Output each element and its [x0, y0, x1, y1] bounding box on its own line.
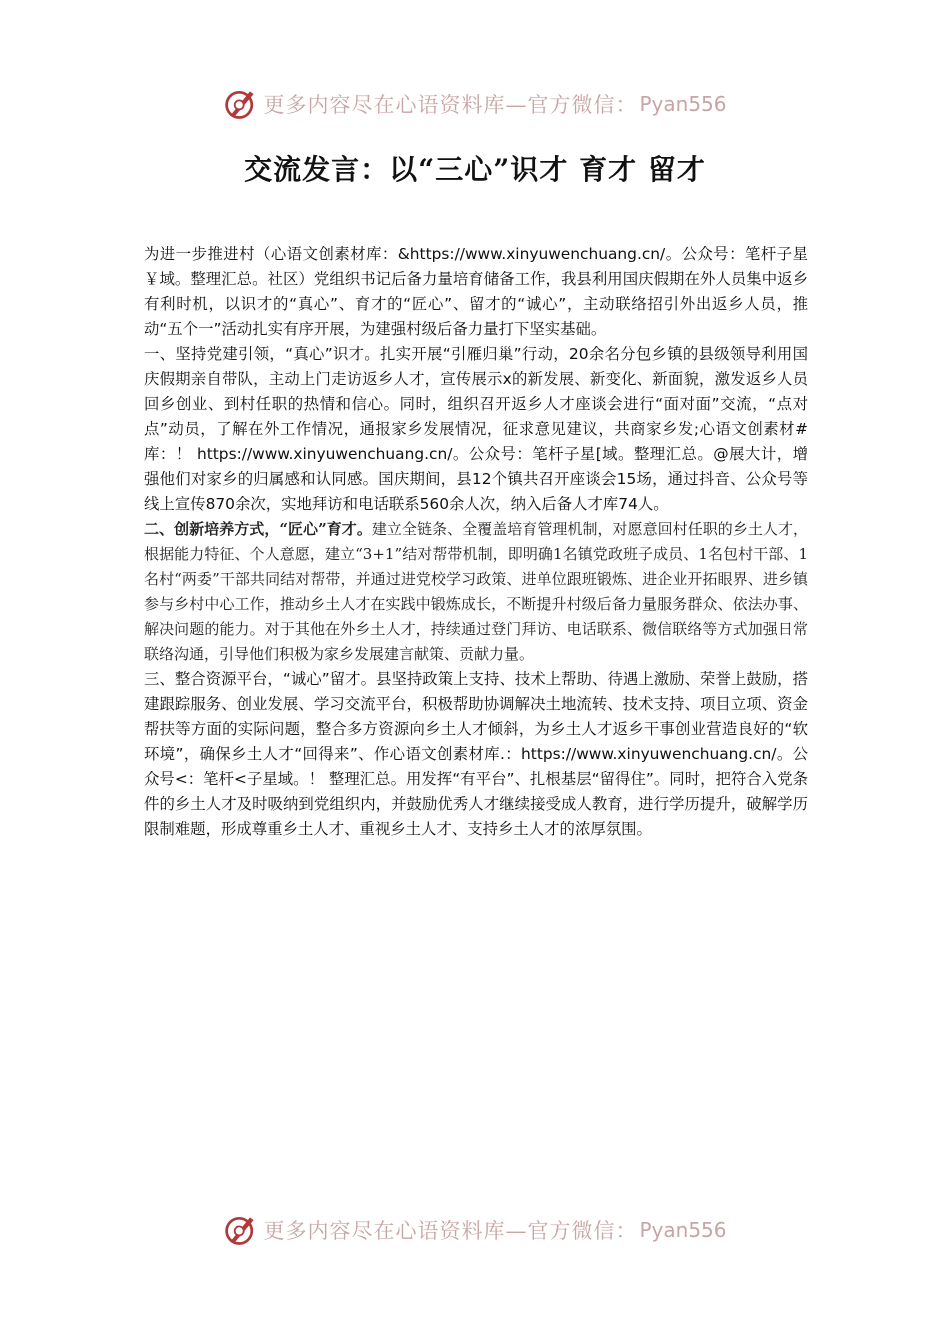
section-three-paragraph: 三、整合资源平台，“诚心”留才。县坚持政策上支持、技术上帮助、待遇上激励、荣誉上鼓励，搭建跟踪服务、创业发展、学习交流平台，积极帮助协调解决土地流转、技术支持、项目立项、资金帮扶等方面的实际问题，整合多方资源向乡土人才倾斜，为乡土人才返乡干事创业营造良好的“软环境”，确保乡土人才“回得来”、作心语文创素材库.：https://www.xinyuwenchuang.cn/。公众号<：笔杆<子星域。！ 整理汇总。用发挥“有平台”、扎根基层“留得住”。同时，把符合入党条件的乡土人才及时吸纳到党组织内，并鼓励优秀人才继续接受成人教育，进行学历提升，破解学历限制难题，形成尊重乡土人才、重视乡土人才、支持乡土人才的浓厚氛围。 [144, 670, 808, 838]
document-body [144, 242, 808, 842]
intro-paragraph: 为进一步推进村（心语文创素材库：&https://www.xinyuwenchuang.cn/。公众号：笔杆子星￥域。整理汇总。社区）党组织书记后备力量培育储备工作，我县利用国庆假期在外人员集中返乡有利时机，以识才的“真心”、育才的“匠心”、留才的“诚心”，主动联络招引外出返乡人员，推动“五个一”活动扎实有序开展，为建强村级后备力量打下坚实基础。 [144, 245, 808, 338]
section-two-heading: 二、创新培养方式，“匠心”育才。 [144, 520, 372, 538]
banner-wechat-id: Pyan556 [639, 92, 727, 116]
banner-text: 更多内容尽在心语资料库—官方微信： [263, 93, 638, 117]
footer-banner [0, 1210, 950, 1250]
banner-wechat-id: Pyan556 [639, 1218, 727, 1242]
section-one-paragraph: 一、坚持党建引领，“真心”识才。扎实开展“引雁归巢”行动，20余名分包乡镇的县级领导利用国庆假期亲自带队，主动上门走访返乡人才，宣传展示x的新发展、新变化、新面貌，激发返乡人员回乡创业、到村任职的热情和信心。同时，组织召开返乡人才座谈会进行“面对面”交流，“点对点”动员，了解在外工作情况，通报家乡发展情况，征求意见建议，共商家乡发;心语文创素材#库：！ https://www.xinyuwenchuang.cn/。公众号：笔杆子星[域。整理汇总。@展大计，增强他们对家乡的归属感和认同感。国庆期间，县12个镇共召开座谈会15场，通过抖音、公众号等线上宣传870余次，实地拜访和电话联系560余人次，纳入后备人才库74人。 [144, 345, 808, 513]
section-two-body: 建立全链条、全覆盖培育管理机制，对愿意回村任职的乡土人才，根据能力特征、个人意愿，建立“3+1”结对帮带机制，即明确1名镇党政班子成员、1名包村干部、1名村“两委”干部共同结对帮带，并通过进党校学习政策、进单位跟班锻炼、进企业开拓眼界、进乡镇参与乡村中心工作，推动乡土人才在实践中锻炼成长，不断提升村级后备力量服务群众、依法办事、解决问题的能力。对于其他在外乡土人才，持续通过登门拜访、电话联系、微信联络等方式加强日常联络沟通，引导他们积极为家乡发展建言献策、贡献力量。 [144, 520, 808, 663]
page-title: 交流发言：以“三心”识才 育才 留才 [244, 153, 706, 186]
banner-text: 更多内容尽在心语资料库—官方微信： [263, 1219, 638, 1243]
section-two-paragraph [144, 517, 808, 667]
header-banner [0, 84, 950, 124]
pen-circle-logo-icon [223, 1212, 259, 1248]
pen-circle-logo-icon [223, 86, 259, 122]
